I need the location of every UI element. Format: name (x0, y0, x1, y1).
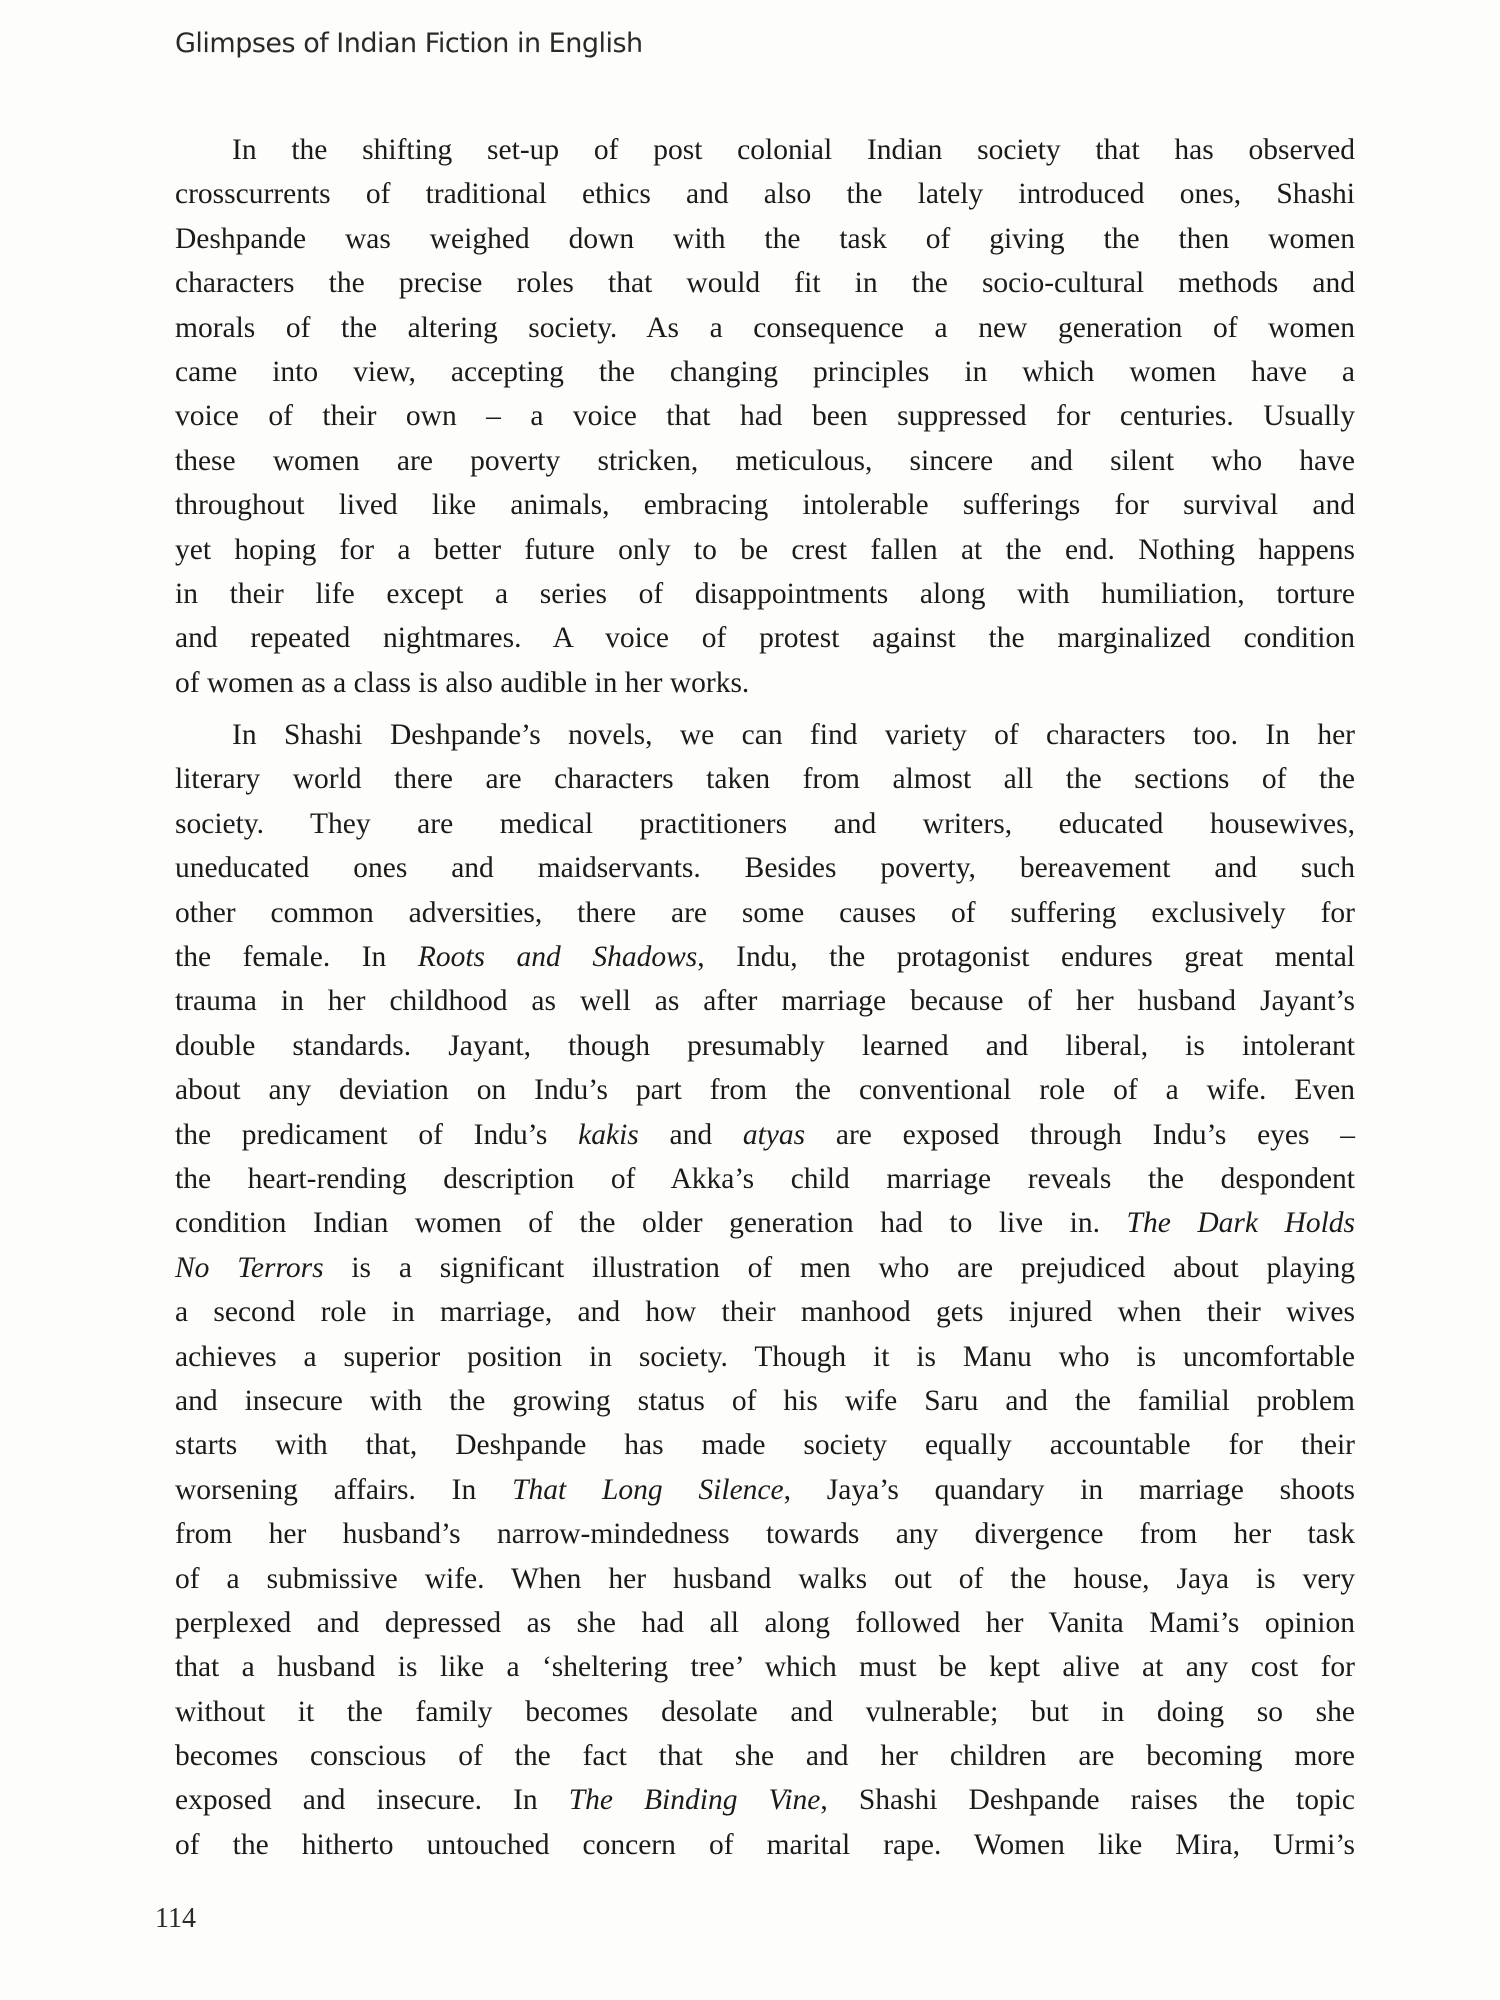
text-line (175, 1778, 1355, 1822)
text-segment: characters the precise roles that would fit in the socio-cultural methods and (175, 267, 1355, 300)
text-line (175, 350, 1355, 394)
text-segment: and insecure with the growing status of his wife Saru and the familial problem (175, 1384, 1355, 1417)
body-text (175, 128, 1355, 1867)
text-line (175, 1423, 1355, 1467)
text-segment: the predicament of Indu’s (175, 1118, 579, 1151)
text-segment: of women as a class is also audible in her works. (175, 666, 750, 699)
text-segment: throughout lived like animals, embracing intolerable sufferings for survival and (175, 489, 1355, 522)
text-line (175, 1290, 1355, 1334)
text-segment: the heart-rending description of Akka’s child marriage reveals the despondent (175, 1162, 1355, 1195)
text-line (175, 713, 1355, 757)
text-line (175, 802, 1355, 846)
text-segment: exposed and insecure. In (175, 1784, 569, 1817)
text-segment: yet hoping for a better future only to be crest fallen at the end. Nothing happens (175, 533, 1355, 566)
text-line (175, 1201, 1355, 1245)
text-line (175, 846, 1355, 890)
text-segment: double standards. Jayant, though presumably learned and liberal, is intolerant (175, 1029, 1355, 1062)
text-segment: worsening affairs. In (175, 1473, 513, 1506)
text-line (175, 1645, 1355, 1689)
text-segment: is a significant illustration of men who are prejudiced about playing (323, 1251, 1355, 1284)
text-line (175, 1024, 1355, 1068)
italic-title-text: The Dark Holds (1126, 1207, 1355, 1240)
text-segment: becomes conscious of the fact that she and her children are becoming more (175, 1740, 1355, 1773)
text-segment: voice of their own – a voice that had been suppressed for centuries. Usually (175, 400, 1355, 433)
text-segment: In the shifting set-up of post colonial Indian society that has observed (232, 134, 1355, 166)
text-segment: in their life except a series of disappointments along with humiliation, torture (175, 577, 1355, 610)
text-segment: society. They are medical practitioners and writers, educated housewives, (175, 807, 1355, 840)
text-segment: trauma in her childhood as well as after marriage because of her husband Jayant’s (175, 985, 1355, 1018)
text-segment: achieves a superior position in society. Though it is Manu who is uncomfortable (175, 1340, 1355, 1373)
text-line (175, 616, 1355, 660)
text-line (175, 1335, 1355, 1379)
text-line (175, 572, 1355, 616)
text-segment: without it the family becomes desolate and vulnerable; but in doing so she (175, 1695, 1355, 1728)
text-line (175, 1512, 1355, 1556)
text-segment: , Indu, the protagonist endures great mental (697, 941, 1355, 974)
text-segment: about any deviation on Indu’s part from the conventional role of a wife. Even (175, 1074, 1355, 1107)
text-line (175, 1068, 1355, 1112)
text-segment: literary world there are characters taken from almost all the sections of the (175, 763, 1355, 796)
text-segment: condition Indian women of the older generation had to live in. (175, 1207, 1127, 1240)
italic-title-text: kakis (578, 1118, 639, 1151)
text-line (175, 1601, 1355, 1645)
text-segment: perplexed and depressed as she had all along followed her Vanita Mami’s opinion (175, 1606, 1355, 1639)
paragraph (175, 713, 1355, 1867)
paragraph (175, 128, 1355, 705)
text-segment: and (638, 1118, 743, 1151)
text-line (175, 935, 1355, 979)
text-segment: a second role in marriage, and how their manhood gets injured when their wives (175, 1296, 1355, 1329)
text-segment: are exposed through Indu’s eyes – (805, 1118, 1355, 1151)
text-line (175, 1557, 1355, 1601)
italic-title-text: atyas (742, 1118, 806, 1151)
italic-title-text: Roots and Shadows (417, 941, 698, 974)
text-line (175, 394, 1355, 438)
text-line (175, 172, 1355, 216)
text-line (175, 891, 1355, 935)
text-line (175, 1468, 1355, 1512)
text-segment: of a submissive wife. When her husband walks out of the house, Jaya is very (175, 1562, 1355, 1595)
text-segment: other common adversities, there are some causes of suffering exclusively for (175, 896, 1355, 929)
text-segment: , Shashi Deshpande raises the topic (820, 1784, 1355, 1817)
text-segment: In Shashi Deshpande’s novels, we can find variety of characters too. In her (232, 719, 1355, 752)
text-segment: from her husband’s narrow-mindedness towards any divergence from her task (175, 1518, 1355, 1551)
text-line (175, 979, 1355, 1023)
text-line (175, 1690, 1355, 1734)
text-segment: , Jaya’s quandary in marriage shoots (783, 1473, 1356, 1506)
text-line (175, 1379, 1355, 1423)
text-line (175, 1246, 1355, 1290)
italic-title-text: The Binding Vine (568, 1784, 821, 1817)
text-segment: uneducated ones and maidservants. Besides poverty, bereavement and such (175, 852, 1355, 885)
text-line (175, 483, 1355, 527)
text-line (175, 1157, 1355, 1201)
text-segment: morals of the altering society. As a consequence a new generation of women (175, 311, 1355, 344)
text-segment: these women are poverty stricken, meticulous, sincere and silent who have (175, 444, 1355, 477)
text-line (175, 1113, 1355, 1157)
text-line (175, 439, 1355, 483)
text-segment: Deshpande was weighed down with the task of giving the then women (175, 222, 1355, 255)
text-segment: the female. In (175, 941, 418, 974)
text-line (175, 261, 1355, 305)
text-line (175, 1823, 1355, 1867)
text-segment: crosscurrents of traditional ethics and also the lately introduced ones, Shashi (175, 178, 1355, 211)
text-line (175, 1734, 1355, 1778)
italic-title-text: That Long Silence (512, 1473, 784, 1506)
text-segment: that a husband is like a ‘sheltering tree’ which must be kept alive at any cost for (175, 1651, 1355, 1684)
text-line (175, 128, 1355, 172)
text-line (175, 217, 1355, 261)
text-line (175, 757, 1355, 801)
italic-title-text: No Terrors (175, 1251, 324, 1284)
page-number: 114 (155, 1903, 196, 1934)
text-line (175, 661, 1355, 705)
text-segment: starts with that, Deshpande has made society equally accountable for their (175, 1429, 1355, 1462)
text-segment: of the hitherto untouched concern of marital rape. Women like Mira, Urmi’s (175, 1828, 1355, 1861)
text-line (175, 528, 1355, 572)
running-header: Glimpses of Indian Fiction in English (175, 28, 643, 59)
text-segment: and repeated nightmares. A voice of protest against the marginalized condition (175, 622, 1355, 655)
text-line (175, 306, 1355, 350)
text-segment: came into view, accepting the changing principles in which women have a (175, 355, 1355, 388)
